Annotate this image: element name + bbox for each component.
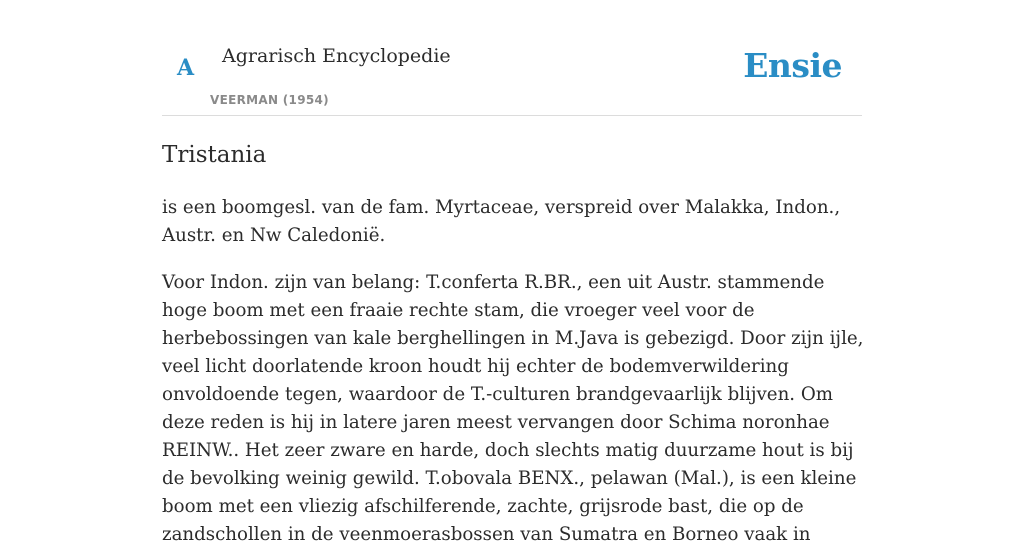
letter-index-link[interactable]: A	[177, 55, 195, 81]
encyclopedia-title[interactable]: Agrarisch Encyclopedie	[222, 45, 451, 67]
header	[162, 0, 862, 116]
brand-logo[interactable]: Ensie	[743, 46, 842, 85]
article-paragraph: Voor Indon. zijn van belang: T.conferta R.BR., een uit Austr. stammende hoge boom met een fraaie rechte stam, die vroeger veel voor de herbebossingen van kale berghellingen in M.Java is gebezigd. Door zijn ijle, veel licht doorlatende kroon houdt hij echter de bodemverwildering onvoldoende tegen, waardoor de T.-culturen brandgevaarlijk blijven. Om deze reden is hij in latere jaren meest vervangen door Schima noronhae REINW.. Het zeer zware en harde, doch slechts matig duurzame hout is bij de bevolking weinig gewild. T.obovala BENX., pelawan (Mal.), is een kleine boom met een vliezig afschilferende, zachte, grijsrode bast, die op de zandschollen in de veenmoerasbossen van Sumatra en Borneo vaak in	[162, 272, 864, 545]
article-body	[162, 116, 864, 549]
source-label: VEERMAN (1954)	[210, 93, 329, 107]
article-paragraph: is een boomgesl. van de fam. Myrtaceae, verspreid over Malakka, Indon., Austr. en Nw Caledonië.	[162, 197, 841, 246]
article-title: Tristania	[162, 142, 267, 168]
